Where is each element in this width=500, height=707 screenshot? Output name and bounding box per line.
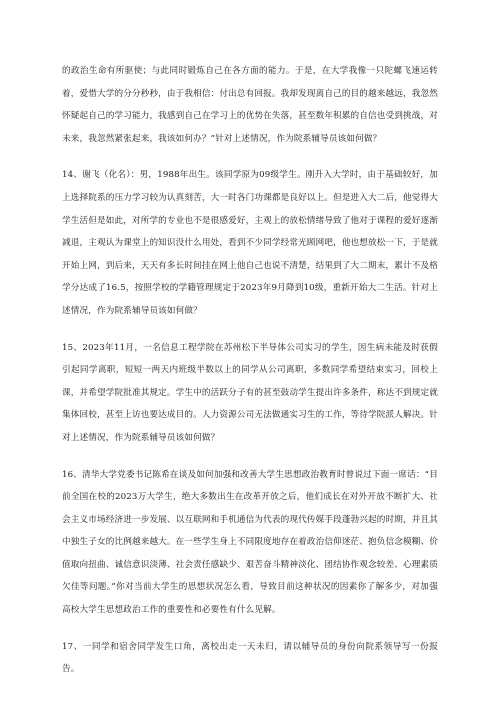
paragraph-continuation: 的政治生命有所驱使；与此同时锻炼自己在各方面的能力。于是，在大学我像一只陀螺飞速运转着，爱惜大学的分分秒秒，由于我相信：付出总有回报。我却发现离自己的目的越来越远，我忽然怀疑起自己的学习能力，我感到自己在学习上的优势在失落，甚至数年积累的自信也受到挑战，对未来，我忽然紧张起来，我该如何办？”针对上述情况，作为院系辅导员该如何做？ (62, 66, 438, 144)
paragraph-gap (62, 323, 438, 337)
paragraph-gap (62, 622, 438, 636)
paragraph-case-15: 15、2023年11月，一名信息工程学院在苏州松下半导体公司实习的学生，因生病未能及时获假引起同学离职，短短一两天内班级半数以上的同学从公司离职，多数同学希望结束实习，回校上课，并希望学院批准其规定。学生中的活跃分子有的甚至鼓动学生提出许多条件，称达不到规定就集体回校，甚至上访也要达成目的。人力资源公司无法做通实习生的工作，等待学院派人解决。针对上述情况，作为院系辅导员该如何做？ (62, 342, 438, 443)
paragraph-gap (62, 450, 438, 464)
paragraph-gap (62, 150, 438, 164)
paragraph-case-17: 17、一同学和宿舍同学发生口角，离校出走一天未归，请以辅导员的身份向院系领导写一份报告。 (62, 641, 438, 675)
paragraph-case-14: 14、谢飞（化名）：男，1988年出生。该同学原为09级学生。刚升入大学时，由于基础较好，加上选择院系的压力学习较为认真刻苦，大一时各门功课都是良好以上。但是进入大二后，他觉得大学生活但是如此，对所学的专业也不是很感爱好，主观上的放松情绪导致了他对于课程的爱好逐渐减退，主观认为课堂上的知识没什么用处，看到不少同学经常光顾网吧，他也想放松一下，于是就开始上网，到后来，天天有多长时间挂在网上他自己也说不清楚，结果到了大二期末，累计不及格学分达成了16.5，按照学校的学籍管理规定于2023年9月降到10级，重新开始大二生活。针对上述情况，作为院系辅导员该如何做？ (62, 170, 438, 316)
paragraph-case-16: 16、清华大学党委书记陈希在谈及如何加强和改善大学生思想政治教育时曾说过下面一席话：“目前全国在校的2023万大学生，绝大多数出生在改革开放之后，他们成长在对外开放不断扩大、社会主义市场经济进一步发展、以互联网和手机通信为代表的现代传媒手段蓬勃兴起的时期，并且其中独生子女的比例越来越大。在一些学生身上不同限度地存在着政治信仰迷茫、抱负信念模糊、价值取向扭曲、诚信意识淡薄、社会责任感缺少、艰苦奋斗精神淡化、团结协作观念较差、心理素质欠佳等问题。”你对当前大学生的思想状况怎么看，导致目前这种状况的因素你了解多少，对加强高校大学生思想政治工作的重要性和必要性有什么见解。 (62, 469, 438, 616)
